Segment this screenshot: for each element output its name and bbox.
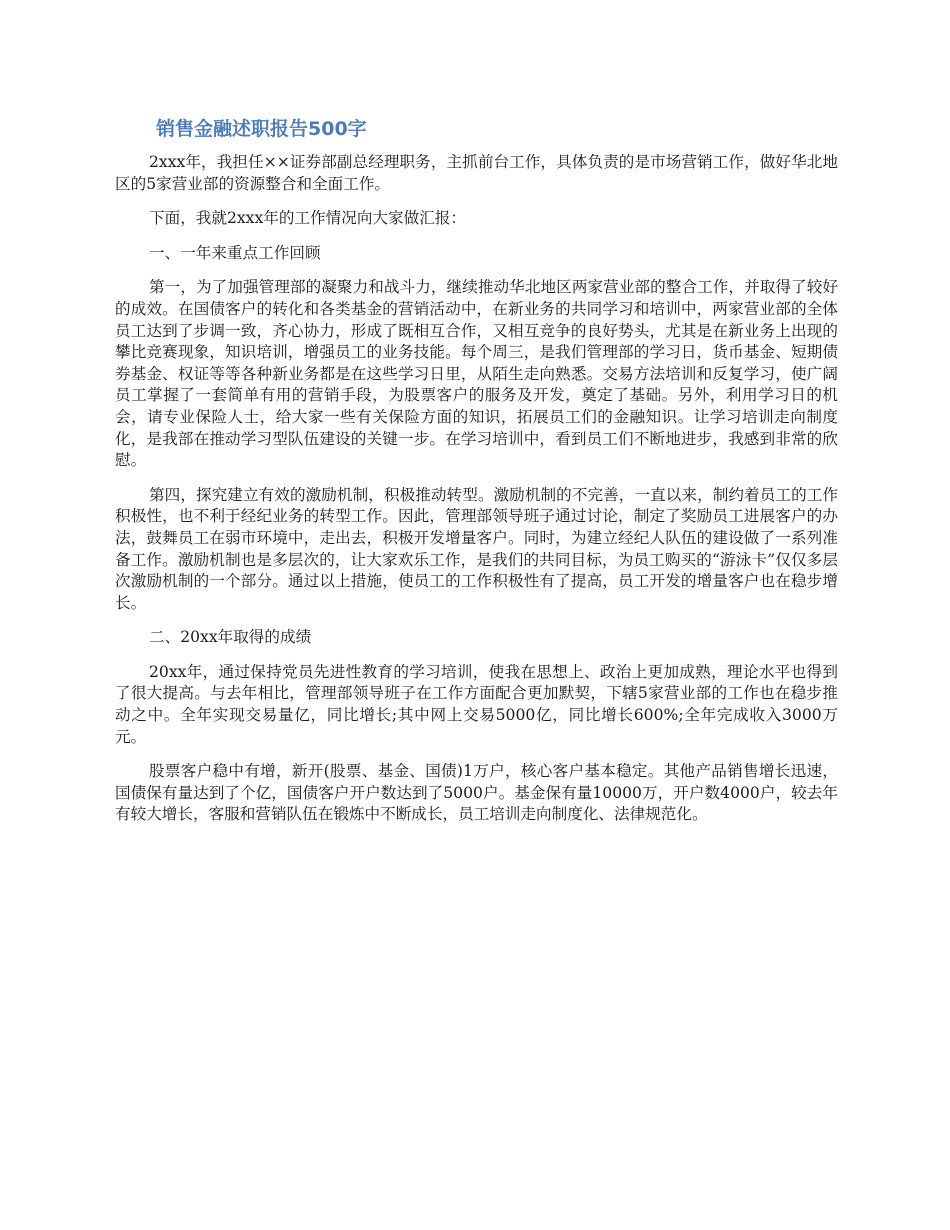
paragraph-fourth-point: 第四，探究建立有效的激励机制，积极推动转型。激励机制的不完善，一直以来，制约着员工的工作积极性，也不利于经纪业务的转型工作。因此，管理部领导班子通过讨论，制定了奖励员工进展客户的办法，鼓舞员工在弱市环境中，走出去，积极开发增量客户。同时，为建立经纪人队伍的建设做了一系列准备工作。激励机制也是多层次的，让大家欢乐工作，是我们的共同目标，为员工购买的“游泳卡”仅仅多层次激励机制的一个部分。通过以上措施，使员工的工作积极性有了提高，员工开发的增量客户也在稳步增长。 <box>115 485 838 612</box>
paragraph-first-point: 第一，为了加强管理部的凝聚力和战斗力，继续推动华北地区两家营业部的整合工作，并取得了较好的成效。在国债客户的转化和各类基金的营销活动中，在新业务的共同学习和培训中，两家营业部的全体员工达到了步调一致，齐心协力，形成了既相互合作，又相互竞争的良好势头，尤其是在新业务上出现的攀比竞赛现象，知识培训，增强员工的业务技能。每个周三，是我们管理部的学习日，货币基金、短期债券基金、权证等等各种新业务都是在这些学习日里，从陌生走向熟悉。交易方法培训和反复学习，使广阔员工掌握了一套简单有用的营销手段，为股票客户的服务及开发，奠定了基础。另外，利用学习日的机会，请专业保险人士，给大家一些有关保险方面的知识，拓展员工们的金融知识。让学习培训走向制度化，是我部在推动学习型队伍建设的关键一步。在学习培训中，看到员工们不断地进步，我感到非常的欣慰。 <box>115 278 838 470</box>
document-title: 销售金融述职报告500字 <box>156 118 367 140</box>
paragraph-clients: 股票客户稳中有增，新开(股票、基金、国债)1万户，核心客户基本稳定。其他产品销售增长迅速，国债保有量达到了个亿，国债客户开户数达到了5000户。基金保有量10000万，开户数4000户，较去年有较大增长，客服和营销队伍在锻炼中不断成长，员工培训走向制度化、法律规范化。 <box>115 762 838 824</box>
paragraph-report-lead: 下面，我就2xxx年的工作情况向大家做汇报： <box>149 209 466 228</box>
section-heading-review: 一、一年来重点工作回顾 <box>149 243 321 262</box>
paragraph-achievements: 20xx年，通过保持党员先进性教育的学习培训，使我在思想上、政治上更加成熟，理论水平也得到了很大提高。与去年相比，管理部领导班子在工作方面配合更加默契，下辖5家营业部的工作也在稳步推动之中。全年实现交易量亿，同比增长;其中网上交易5000亿，同比增长600%;全年完成收入3000万元。 <box>115 662 838 746</box>
document-body <box>115 152 838 839</box>
section-heading-achievements: 二、20xx年取得的成绩 <box>149 628 312 647</box>
paragraph-intro: 2xxx年，我担任××证券部副总经理职务，主抓前台工作，具体负责的是市场营销工作，做好华北地区的5家营业部的资源整合和全面工作。 <box>115 153 838 193</box>
